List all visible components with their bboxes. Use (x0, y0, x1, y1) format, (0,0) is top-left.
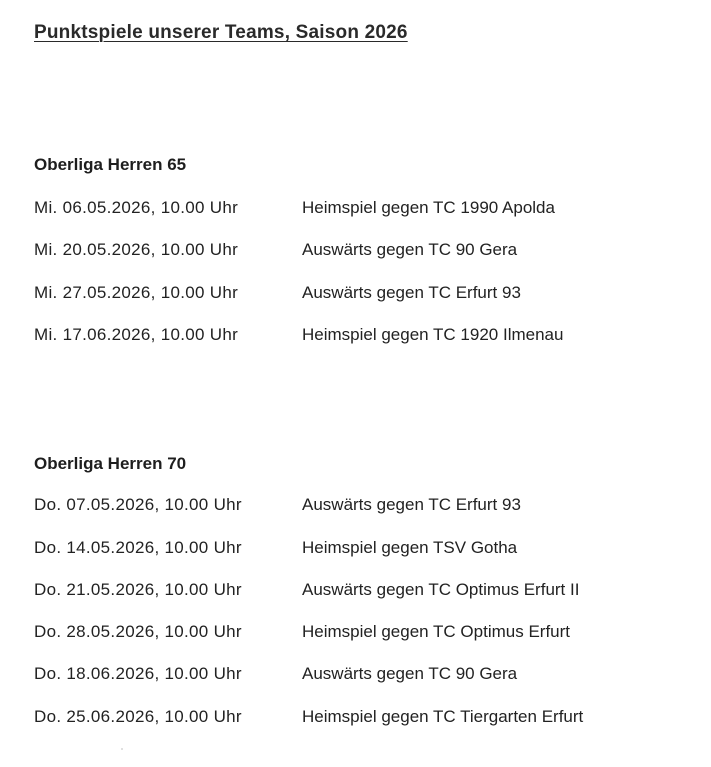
match-date: Mi. 27.05.2026, 10.00 Uhr (34, 283, 239, 302)
match-row (0, 198, 711, 222)
match-date: Do. 14.05.2026, 10.00 Uhr (34, 538, 242, 557)
match-date: Mi. 06.05.2026, 10.00 Uhr (34, 198, 239, 217)
match-row (0, 707, 711, 731)
section-heading-herren-70: Oberliga Herren 70 (34, 454, 187, 473)
match-row (0, 622, 711, 646)
section-heading-herren-65: Oberliga Herren 65 (34, 155, 187, 174)
match-row (0, 580, 711, 604)
page-title: Punktspiele unserer Teams, Saison 2026 (34, 22, 408, 43)
match-row (0, 240, 711, 264)
match-row (0, 538, 711, 562)
match-description: Auswärts gegen TC 90 Gera (302, 240, 518, 259)
match-row (0, 283, 711, 307)
match-description: Auswärts gegen TC Erfurt 93 (302, 495, 521, 514)
match-date: Mi. 17.06.2026, 10.00 Uhr (34, 325, 239, 344)
match-description: Auswärts gegen TC 90 Gera (302, 664, 518, 683)
match-date: Do. 07.05.2026, 10.00 Uhr (34, 495, 242, 514)
match-date: Do. 21.05.2026, 10.00 Uhr (34, 580, 242, 599)
scan-speck (121, 748, 123, 750)
match-description: Auswärts gegen TC Optimus Erfurt II (302, 580, 580, 599)
match-description: Heimspiel gegen TSV Gotha (302, 538, 518, 557)
match-date: Mi. 20.05.2026, 10.00 Uhr (34, 240, 239, 259)
match-date: Do. 25.06.2026, 10.00 Uhr (34, 707, 242, 726)
match-row (0, 495, 711, 519)
match-description: Heimspiel gegen TC 1990 Apolda (302, 198, 555, 217)
match-description: Auswärts gegen TC Erfurt 93 (302, 283, 521, 302)
match-description: Heimspiel gegen TC Tiergarten Erfurt (302, 707, 584, 726)
match-description: Heimspiel gegen TC Optimus Erfurt (302, 622, 571, 641)
match-row (0, 664, 711, 688)
match-description: Heimspiel gegen TC 1920 Ilmenau (302, 325, 564, 344)
match-date: Do. 18.06.2026, 10.00 Uhr (34, 664, 242, 683)
match-date: Do. 28.05.2026, 10.00 Uhr (34, 622, 242, 641)
match-row (0, 325, 711, 349)
